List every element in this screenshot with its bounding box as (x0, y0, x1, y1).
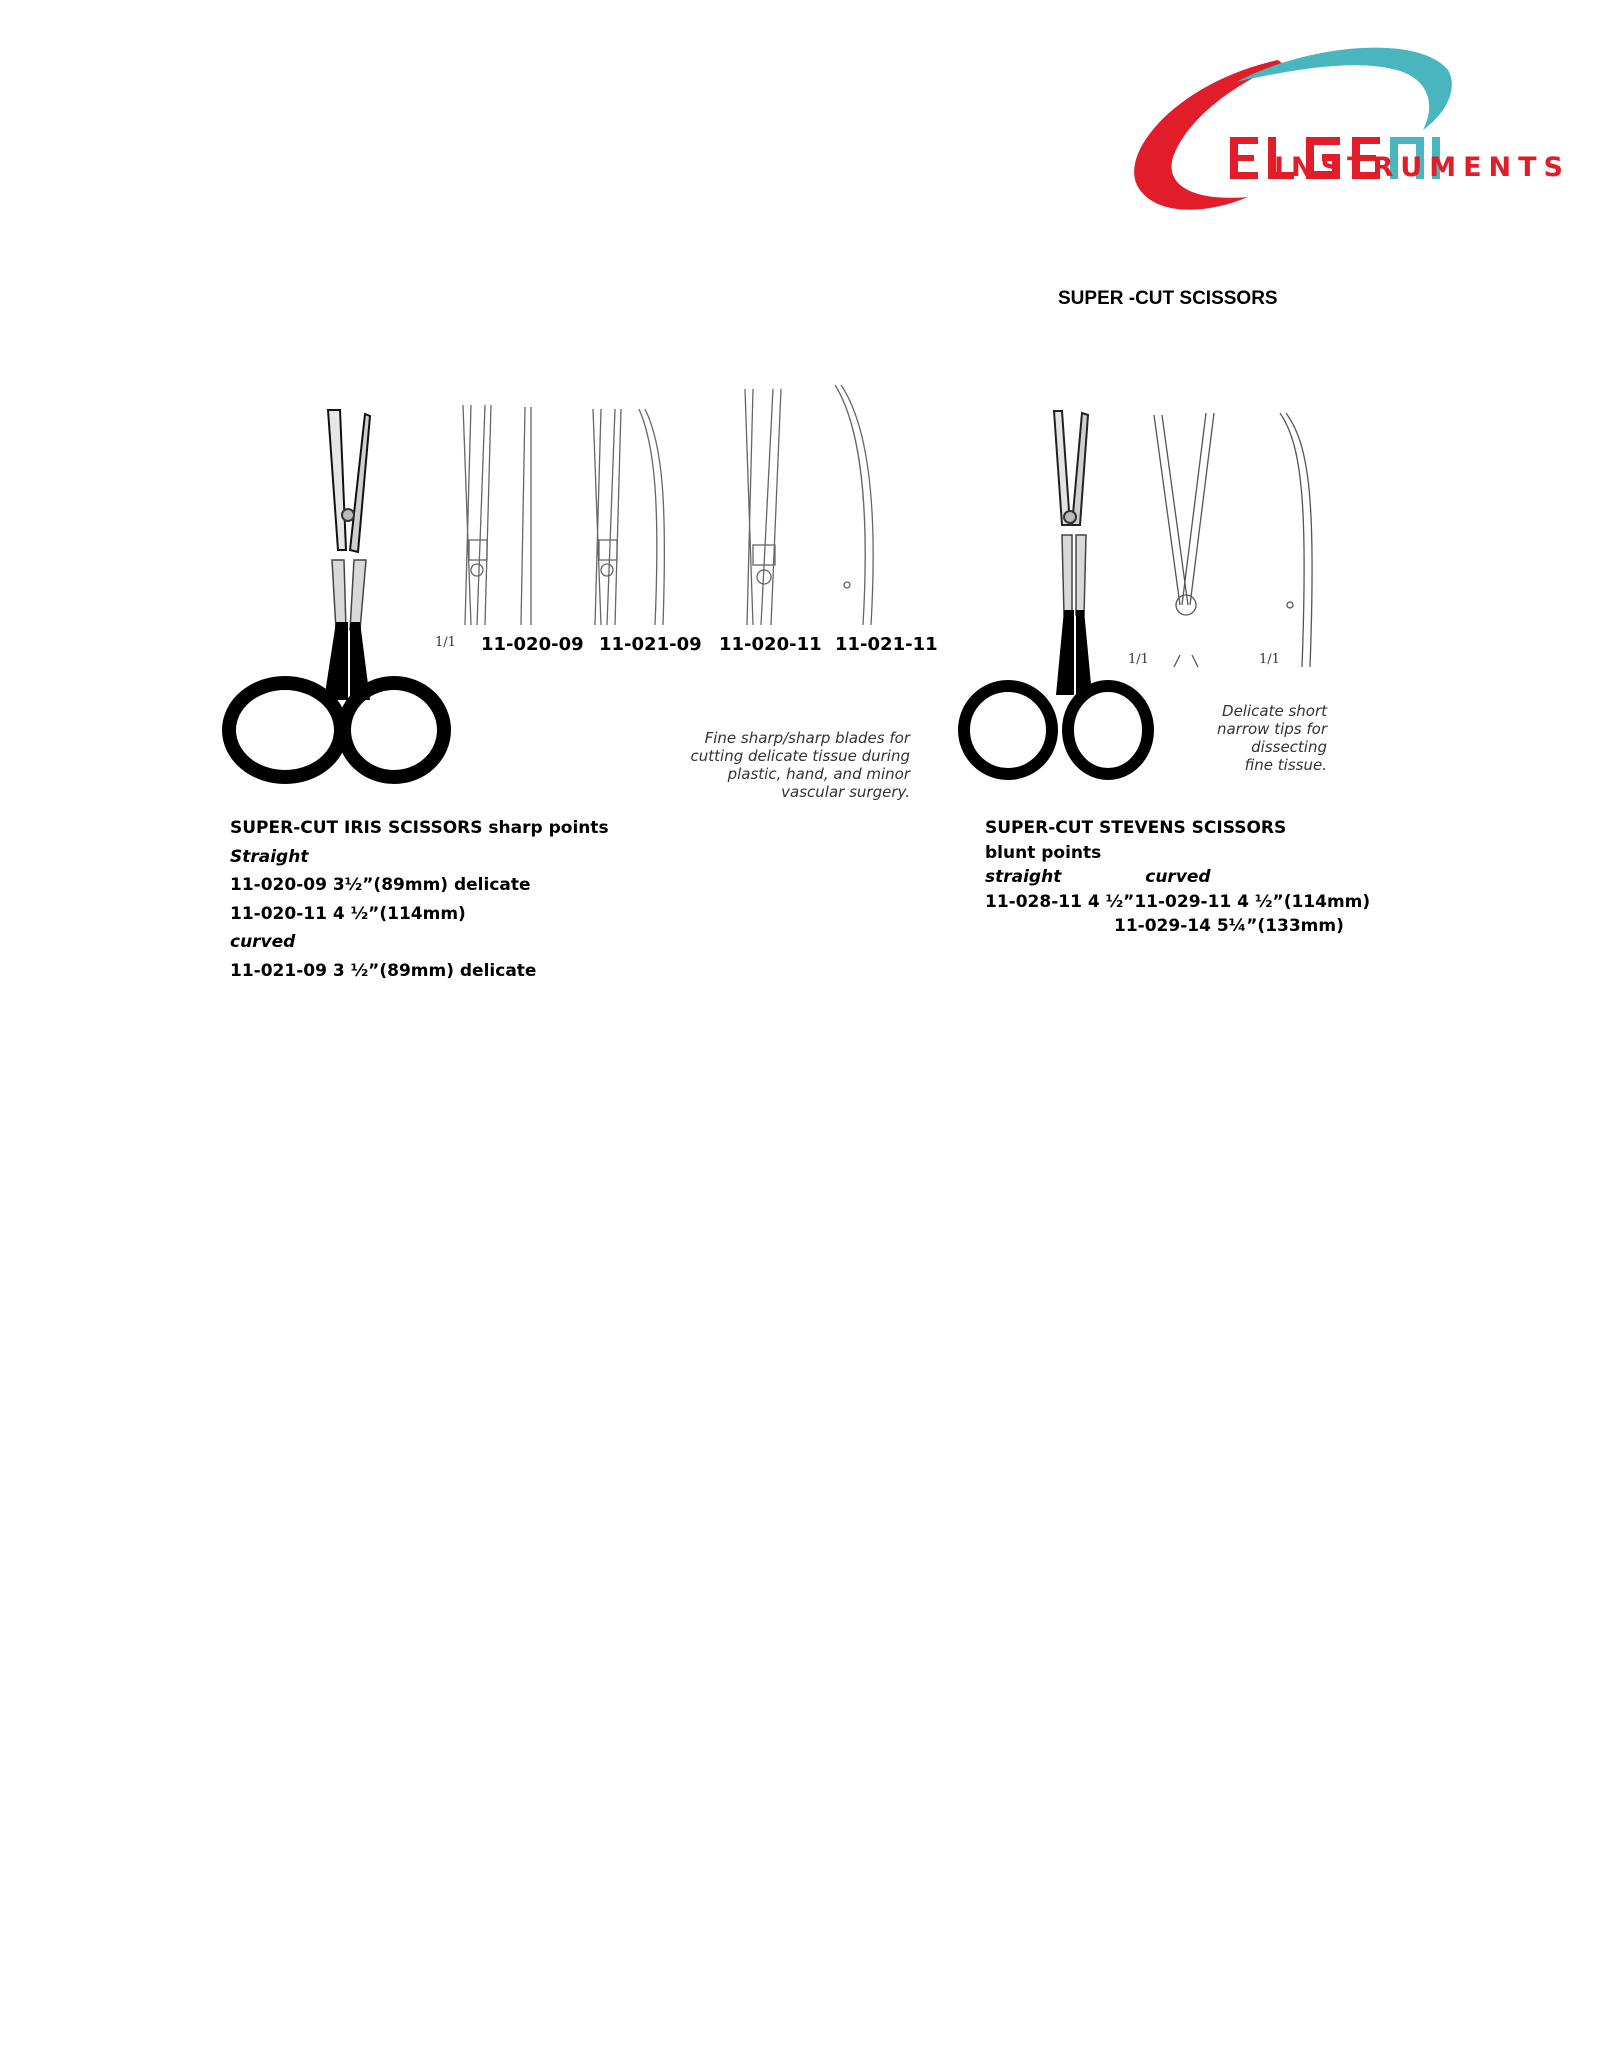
elgen-logo-mark (1118, 42, 1538, 242)
iris-heading: SUPER-CUT IRIS SCISSORS sharp points (230, 818, 609, 838)
stevens-line-drawings (1140, 405, 1340, 665)
elgen-logo (1118, 42, 1570, 242)
stevens-line-1: 11-028-11 4 ½”11-029-11 4 ½”(114mm) (985, 891, 1371, 912)
iris-line-1: 11-020-09 3½”(89mm) delicate (230, 875, 531, 895)
stevens-line-2: 11-029-14 5¼”(133mm) (1114, 916, 1344, 936)
iris-straight-label: Straight (230, 846, 309, 867)
iris-curved-label: curved (230, 932, 296, 952)
iris-code-2: 11-021-09 (599, 634, 702, 655)
stevens-subheading: blunt points (985, 842, 1102, 863)
iris-line-3: 11-021-09 3 ½”(89mm) delicate (230, 960, 537, 981)
stevens-note-line: fine tissue. (1244, 756, 1327, 774)
stevens-scale-label-2: 1/1 (1259, 652, 1280, 667)
iris-line-drawings (455, 385, 935, 620)
iris-note-line: vascular surgery. (781, 783, 910, 801)
stevens-curved-label: curved (1145, 867, 1211, 887)
stevens-heading: SUPER-CUT STEVENS SCISSORS (985, 818, 1287, 838)
iris-scissors-image (220, 400, 470, 800)
iris-code-4: 11-021-11 (835, 634, 938, 655)
iris-note-line: cutting delicate tissue during (690, 747, 910, 765)
page-title: SUPER -CUT SCISSORS (1058, 288, 1278, 309)
iris-note-line: Fine sharp/sharp blades for (704, 729, 910, 747)
stevens-straight-label: straight (985, 867, 1062, 887)
stevens-note-line: dissecting (1251, 738, 1327, 756)
iris-code-3: 11-020-11 (719, 634, 822, 655)
stevens-note-line: Delicate short (1222, 702, 1327, 720)
iris-scale-label: 1/1 (435, 635, 456, 650)
iris-note-line: plastic, hand, and minor (727, 765, 910, 783)
iris-line-2: 11-020-11 4 ½”(114mm) (230, 903, 466, 924)
stevens-description (985, 816, 1370, 939)
stevens-note-line: narrow tips for (1216, 720, 1327, 738)
iris-description (230, 814, 609, 985)
iris-code-1: 11-020-09 (481, 634, 584, 655)
logo-tagline: INSTRUMENTS (1274, 152, 1570, 183)
stevens-note (1217, 702, 1327, 774)
iris-note (691, 729, 910, 801)
stevens-scissors-image (958, 405, 1158, 795)
stevens-variant-labels (985, 865, 1370, 890)
stevens-scale-label-1: 1/1 (1128, 652, 1149, 667)
